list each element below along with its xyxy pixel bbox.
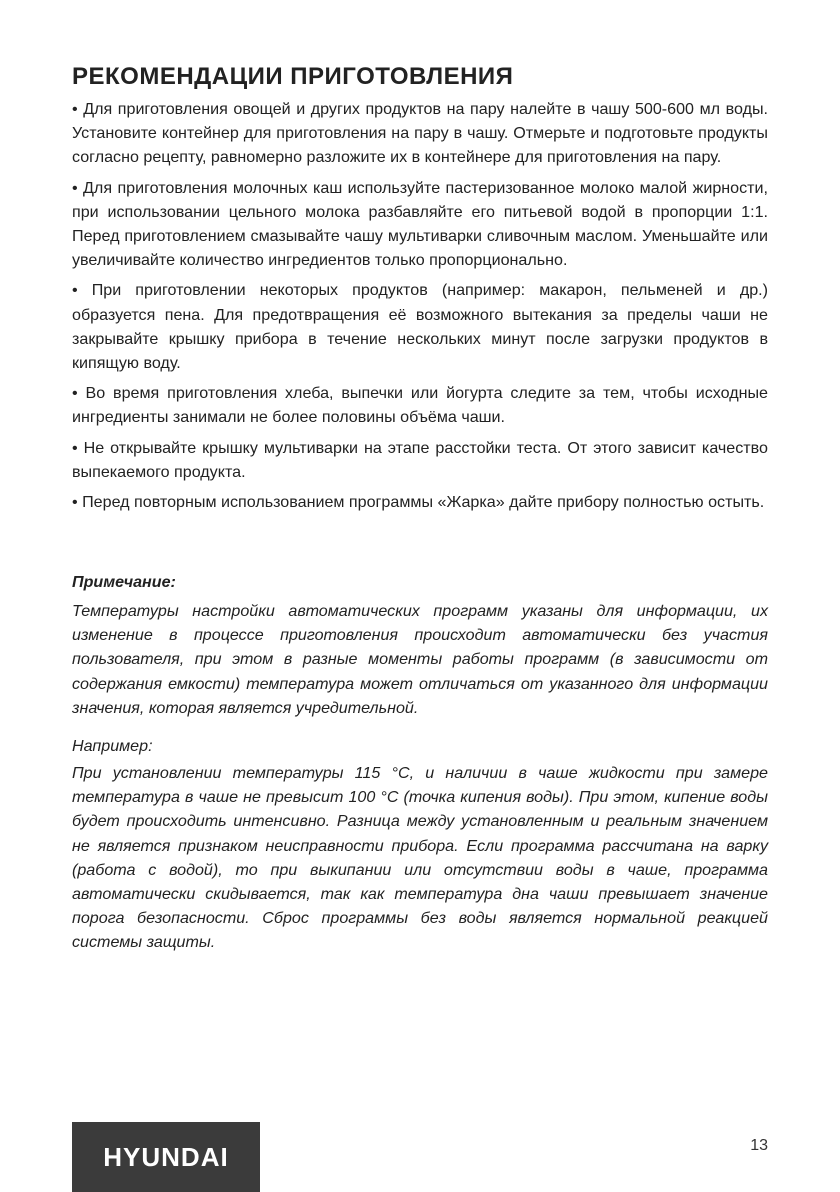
recommendation-item: • Для приготовления овощей и других продуктов на пару налейте в чашу 500-600 мл воды. Установите контейнер для приготовления на пару в чашу. Отмерьте и подготовьте продукты согласно рецепту, равномерно разложите их в контейнере для приготовления на пару. bbox=[72, 100, 768, 167]
recommendation-item: • Не открывайте крышку мультиварки на этапе расстойки теста. От этого зависит качество выпекаемого продукта. bbox=[72, 438, 768, 481]
recommendation-item: • Для приготовления молочных каш используйте пастеризованное молоко малой жирности, при использовании цельного молока разбавляйте его питьевой водой в пропорции 1:1. Перед приготовлением смазывайте чашу мультиварки сливочным маслом. Уменьшайте или увеличивайте количество ингредиентов только пропорционально. bbox=[72, 178, 768, 270]
example-heading: Например: bbox=[72, 737, 153, 755]
note-heading: Примечание: bbox=[72, 573, 176, 591]
brand-logo-text: HYUNDAI bbox=[103, 1141, 229, 1172]
page-number: 13 bbox=[750, 1137, 768, 1154]
brand-logo bbox=[72, 1122, 260, 1192]
note-text: Температуры настройки автоматических программ указаны для информации, их изменение в процессе приготовления происходит автоматически без участия пользователя, при этом в разные моменты работы программ (в зависимости от содержания емкости) температура может отличаться от указанного для информации значения, которая является учредительной. bbox=[72, 602, 768, 717]
recommendations-list bbox=[72, 97, 768, 520]
recommendation-item: • Во время приготовления хлеба, выпечки или йогурта следите за тем, чтобы исходные ингредиенты занимали не более половины объёма чаши. bbox=[72, 384, 768, 427]
page-title: РЕКОМЕНДАЦИИ ПРИГОТОВЛЕНИЯ bbox=[72, 63, 514, 90]
recommendation-item: • При приготовлении некоторых продуктов (например: макарон, пельменей и др.) образуется пена. Для предотвращения её возможного вытекания за пределы чаши не закрывайте крышку прибора в течение нескольких минут после загрузки продуктов в кипящую воду. bbox=[72, 281, 768, 373]
recommendation-item: • Перед повторным использованием программы «Жарка» дайте прибору полностью остыть. bbox=[72, 493, 765, 512]
example-text: При установлении температуры 115 °С, и наличии в чаше жидкости при замере температура в чаше не превысит 100 °С (точка кипения воды). При этом, кипение воды будет происходить интенсивно. Разница между установленным и реальным значением не является признаком неисправности прибора. Если программа рассчитана на варку (работа с водой), то при выкипании или отсутствии воды в чаше, программа автоматически скидывается, так как температура дна чаши превышает значение порога безопасности. Сброс программы без воды является нормальной реакцией системы защиты. bbox=[72, 764, 768, 952]
